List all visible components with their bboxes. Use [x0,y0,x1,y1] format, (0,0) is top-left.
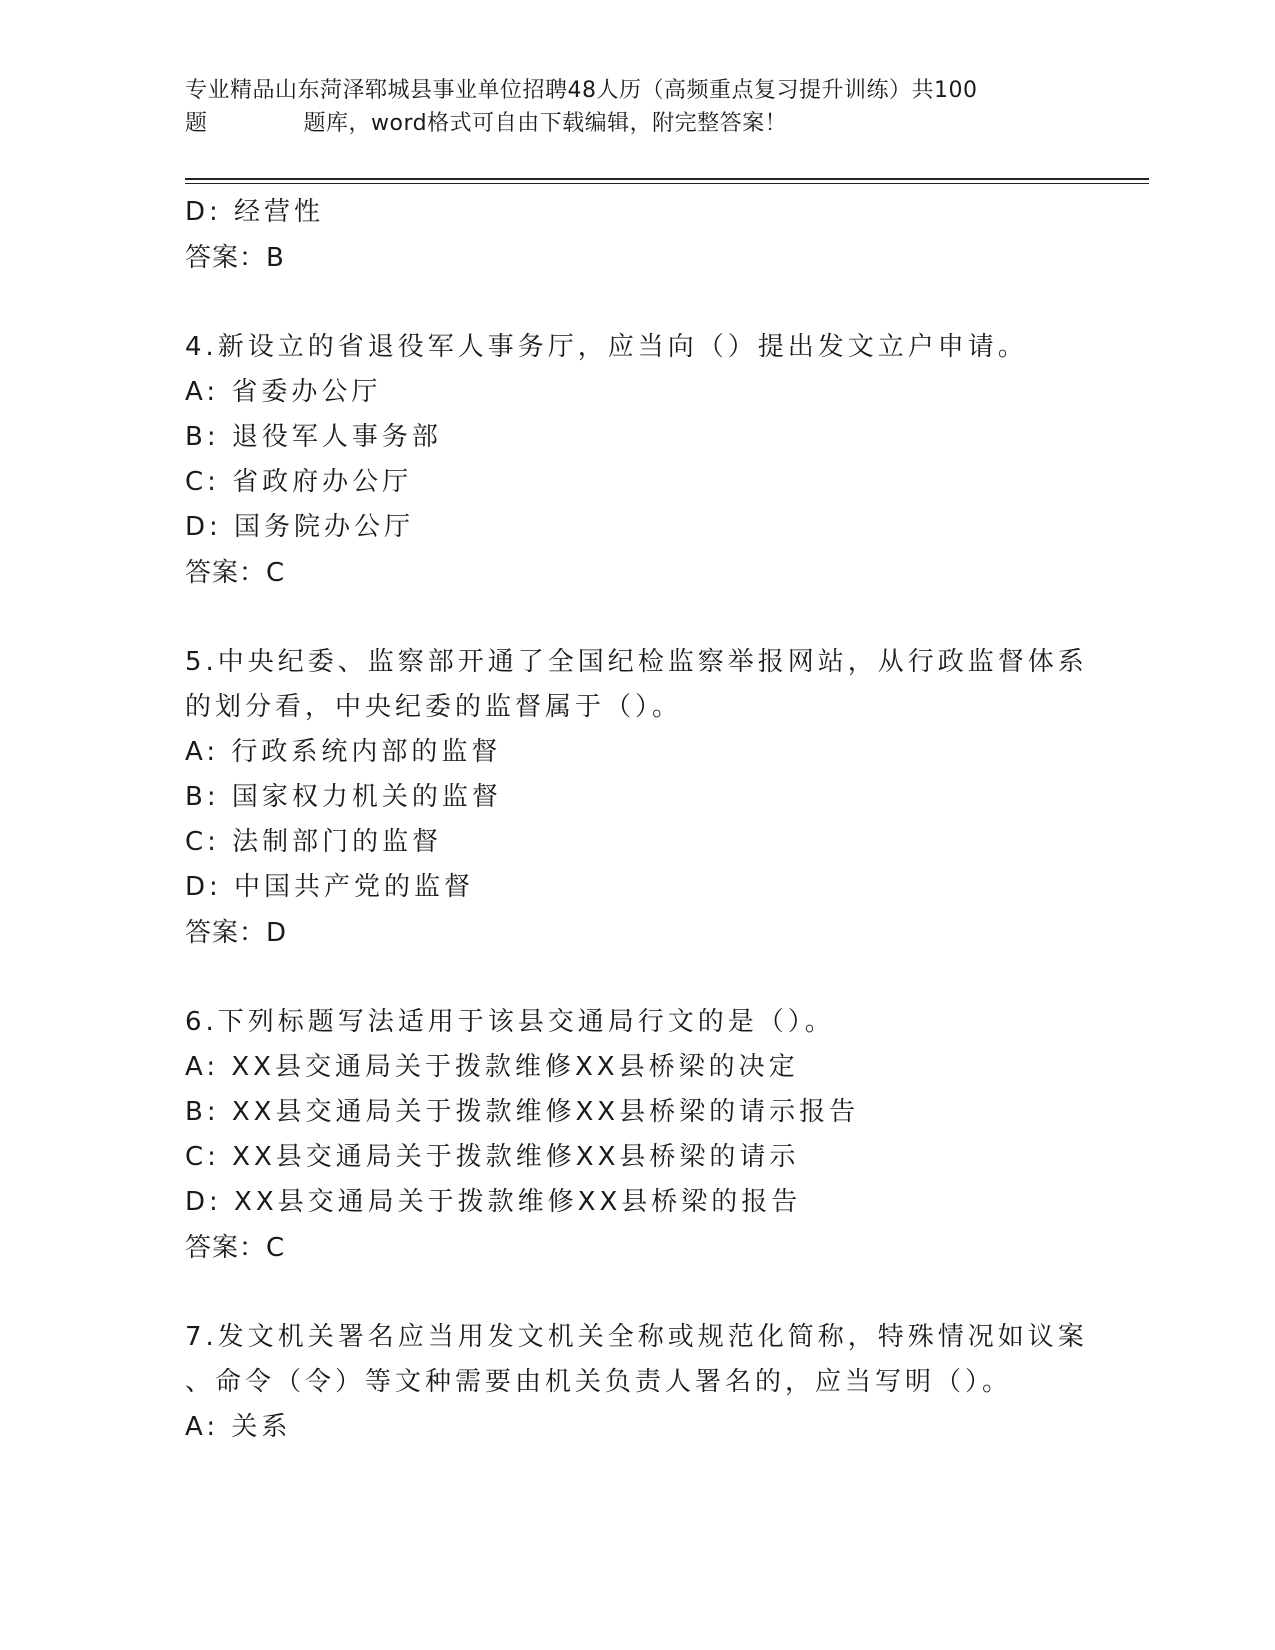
answer: 答案：B [185,243,285,273]
option-a: A: 省委办公厅 [185,377,382,407]
option-b: B: 国家权力机关的监督 [185,782,502,812]
header-title-line-2-start: 题 [185,111,208,136]
answer: 答案：C [185,1233,286,1263]
option-d: D: 国务院办公厅 [185,512,415,542]
header-divider-thin [185,183,1149,184]
question-stem-line-1: 7.发文机关署名应当用发文机关全称或规范化简称，特殊情况如议案 [185,1322,1088,1352]
question-stem: 6.下列标题写法适用于该县交通局行文的是（）。 [185,1007,835,1037]
option-b: B: XX县交通局关于拨款维修XX县桥梁的请示报告 [185,1097,860,1127]
question-4 [185,325,1085,596]
option-d: D: XX县交通局关于拨款维修XX县桥梁的报告 [185,1187,802,1217]
header-title-line-1: 专业精品山东菏泽郓城县事业单位招聘48人历（高频重点复习提升训练）共100 [185,78,978,103]
question-6 [185,1000,1085,1271]
question-stem-line-2: 的划分看，中央纪委的监督属于（）。 [185,692,683,722]
option-d: D: 经营性 [185,197,325,227]
option-c: C: XX县交通局关于拨款维修XX县桥梁的请示 [185,1142,800,1172]
page-header [185,74,1065,140]
option-a: A: 行政系统内部的监督 [185,737,502,767]
header-title-line-2 [185,107,1065,140]
question-stem: 4.新设立的省退役军人事务厅，应当向（）提出发文立户申请。 [185,332,1028,362]
question-stem-line-1: 5.中央纪委、监察部开通了全国纪检监察举报网站，从行政监督体系 [185,647,1088,677]
previous-question-tail [185,190,1085,281]
option-c: C: 法制部门的监督 [185,827,443,857]
question-content [185,190,1088,1450]
question-7 [185,1315,1088,1450]
option-a: A: 关系 [185,1412,292,1442]
option-b: B: 退役军人事务部 [185,422,442,452]
question-5 [185,640,1088,956]
question-stem-line-2: 、命令（令）等文种需要由机关负责人署名的，应当写明（）。 [185,1367,1013,1397]
header-divider-thick [185,178,1149,180]
option-c: C: 省政府办公厅 [185,467,413,497]
option-a: A: XX县交通局关于拨款维修XX县桥梁的决定 [185,1052,799,1082]
answer: 答案：D [185,918,288,948]
header-title-line-2-rest: 题库，word格式可自由下载编辑，附完整答案！ [303,111,788,136]
option-d: D: 中国共产党的监督 [185,872,475,902]
answer: 答案：C [185,558,286,588]
